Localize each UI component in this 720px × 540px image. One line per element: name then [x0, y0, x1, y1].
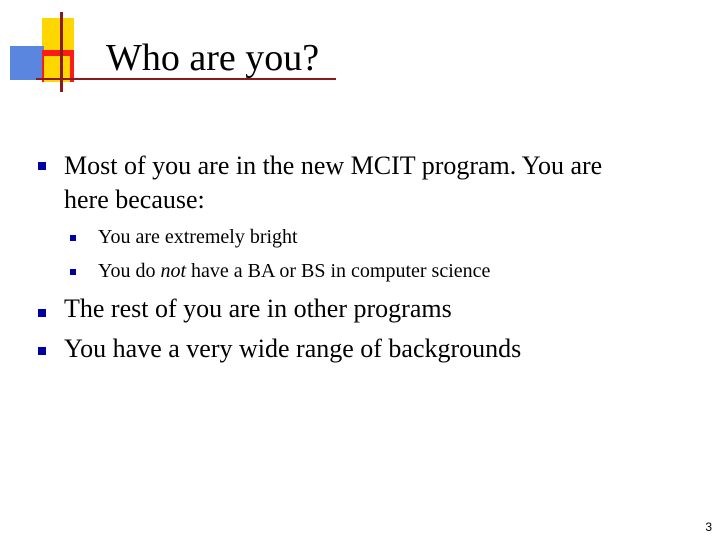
slide-title: Who are you?	[106, 37, 320, 79]
bullet-2: The rest of you are in other programs	[64, 294, 452, 323]
sub-bullet-2-after: have a BA or BS in computer science	[186, 260, 491, 282]
sub-bullet-2-before: You do	[98, 260, 161, 282]
bullet-1-line-1: Most of you are in the new MCIT program. You are	[64, 151, 603, 180]
bullet-marker	[38, 347, 46, 355]
logo-vertical-line	[60, 12, 63, 92]
sub-bullet-marker	[70, 269, 76, 275]
bullet-marker	[38, 309, 46, 317]
sub-bullet-1: You are extremely bright	[98, 226, 298, 248]
logo-blue-square	[10, 46, 44, 80]
decorative-logo	[0, 0, 110, 100]
logo-yellow-square	[42, 18, 74, 50]
bullet-marker	[38, 162, 46, 170]
bullet-1-line-2: here because:	[64, 185, 205, 214]
sub-bullet-2-emphasis: not	[160, 260, 187, 282]
sub-bullet-marker	[70, 235, 76, 241]
page-number: 3	[705, 520, 712, 534]
sub-bullet-2	[98, 259, 490, 283]
bullet-3: You have a very wide range of backgrounds	[64, 334, 522, 363]
